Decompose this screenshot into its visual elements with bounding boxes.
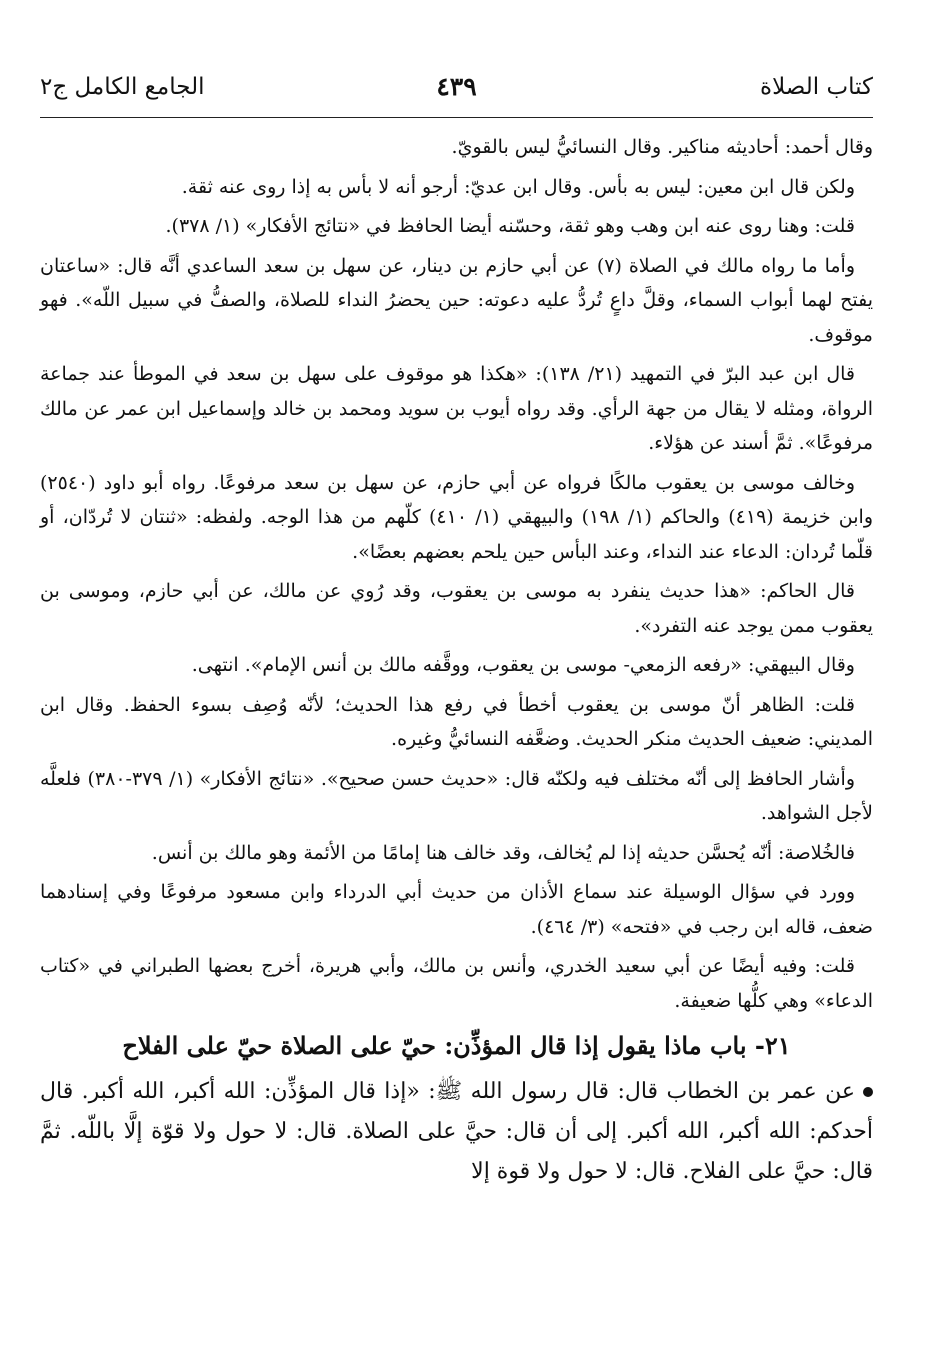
paragraph-10: وأشار الحافظ إلى أنّه مختلف فيه ولكنّه قال: «حديث حسن صحيح». «نتائج الأفكار» (١/ ٣٧٩-٣٨٠) فلعلَّه لأجل الشواهد. bbox=[40, 767, 873, 824]
chapter-heading: ٢١- باب ماذا يقول إذا قال المؤذِّن: حيّ على الصلاة حيّ على الفلاح bbox=[122, 1031, 791, 1060]
bullet-icon bbox=[863, 1087, 873, 1097]
running-header bbox=[40, 68, 873, 108]
hadith-body: عن عمر بن الخطاب قال: قال رسول الله ﷺ: «إذا قال المؤذِّن: الله أكبر، الله أكبر. قال أحدكم: الله أكبر، الله أكبر. إلى أن قال: حيَّ على الصلاة. قال: لا حول ولا قوّة إلَّا باللّه. ثمَّ قال: حيَّ على الفلاح. قال: لا حول ولا قوة إلا bbox=[40, 1079, 873, 1184]
paragraph-4: وأما ما رواه مالك في الصلاة (٧) عن أبي حازم بن دينار، عن سهل بن سعد الساعدي أنَّه قال: «ساعتان يفتح لهما أبواب السماء، وقلَّ داعٍ تُردُّ عليه دعوته: حين يحضرُ النداء للصلاة، والصفُّ في سبيل اللّه». فهو موقوف. bbox=[40, 254, 873, 346]
paragraph-11: فالخُلاصة: أنّه يُحسَّن حديثه إذا لم يُخالف، وقد خالف هنا إمامًا من الأئمة وهو مالك بن أنس. bbox=[151, 841, 855, 864]
paragraph-7: قال الحاكم: «هذا حديث ينفرد به موسى بن يعقوب، وقد رُوي عن مالك، عن أبي حازم، وموسى بن يعقوب ممن يوجد عنه التفرد». bbox=[40, 580, 873, 637]
paragraph-6: وخالف موسى بن يعقوب مالكًا فرواه عن أبي حازم، عن سهل بن سعد مرفوعًا. رواه أبو داود (٢٥٤٠) وابن خزيمة (٤١٩) والحاكم (١/ ١٩٨) والبيهقي (١/ ٤١٠) كلّهم من هذا الوجه. ولفظه: «ثنتان لا تُردّان، أو قلّما تُردان: الدعاء عند النداء، وعند البأس حين يلحم بعضهم بعضًا». bbox=[40, 471, 873, 563]
paragraph-2: ولكن قال ابن معين: ليس به بأس. وقال ابن عديّ: أرجو أنه لا بأس به إذا روى عنه ثقة. bbox=[181, 175, 855, 198]
paragraph-9: قلت: الظاهر أنّ موسى بن يعقوب أخطأ في رفع هذا الحديث؛ لأنّه وُصِف بسوء الحفظ. وقال ابن المديني: ضعيف الحديث منكر الحديث. وضعَّفه النسائيُّ وغيره. bbox=[40, 693, 873, 750]
paragraph-13: قلت: وفيه أيضًا عن أبي سعيد الخدري، وأنس بن مالك، وأبي هريرة، أخرج بعضها الطبراني في «كتاب الدعاء» وهي كلُّها ضعيفة. bbox=[40, 955, 873, 1012]
paragraph-8: وقال البيهقي: «رفعه الزمعي- موسى بن يعقوب، ووقَّفه مالك بن أنس الإمام». انتهى. bbox=[191, 654, 855, 676]
header-divider bbox=[40, 117, 873, 118]
hadith-text bbox=[40, 1072, 873, 1192]
header-book-title: الجامع الكامل ج٢ bbox=[40, 74, 205, 100]
paragraph-12: وورد في سؤال الوسيلة عند سماع الأذان من حديث أبي الدرداء وابن مسعود مرفوعًا وفي إسنادهما ضعف، قاله ابن رجب في «فتحه» (٣/ ٤٦٤). bbox=[40, 881, 873, 938]
page-body bbox=[40, 130, 873, 1192]
paragraph-3: قلت: وهنا روى عنه ابن وهب وهو ثقة، وحسّنه أيضا الحافظ في «نتائج الأفكار» (١/ ٣٧٨). bbox=[165, 215, 855, 237]
paragraph-5: قال ابن عبد البرّ في التمهيد (٢١/ ١٣٨): «هكذا هو موقوف على سهل بن سعد في الموطأ عند جماعة الرواة، ومثله لا يقال من جهة الرأي. وقد رواه أيوب بن سويد ومحمد بن خالد وإسماعيل ابن عمر عن مالك مرفوعًا». ثمَّ أسند عن هؤلاء. bbox=[40, 363, 873, 454]
paragraph-1: وقال أحمد: أحاديثه مناكير. وقال النسائيُّ ليس بالقويّ. bbox=[451, 136, 873, 158]
header-chapter-title: كتاب الصلاة bbox=[760, 74, 873, 100]
page-number: ٤٣٩ bbox=[436, 72, 477, 101]
